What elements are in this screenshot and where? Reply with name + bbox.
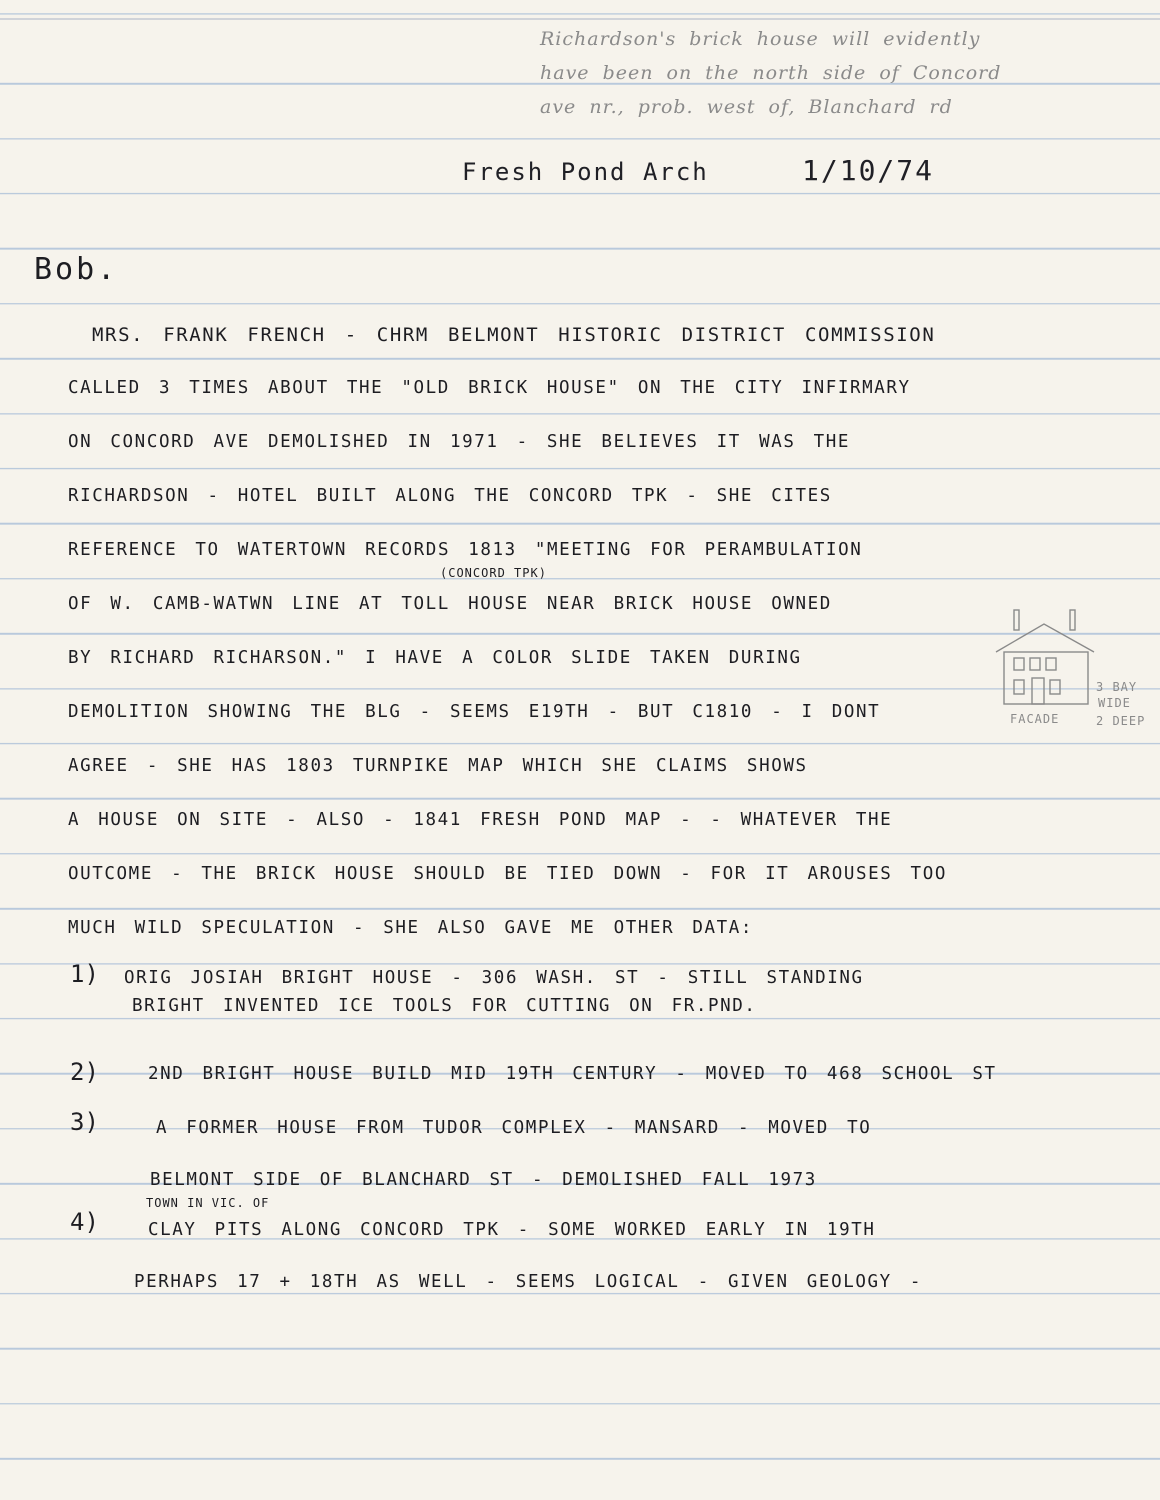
house-sketch-icon [994,606,1106,706]
body-line: MUCH WILD SPECULATION - SHE ALSO GAVE ME OTHER DATA: [68,918,754,938]
body-line: AGREE - SHE HAS 1803 TURNPIKE MAP WHICH SHE CLAIMS SHOWS [68,756,808,776]
item-line: BRIGHT INVENTED ICE TOOLS FOR CUTTING ON FR.PND. [132,996,757,1016]
interlinear-note: TOWN IN VIC. OF [146,1196,270,1210]
body-line: OF W. CAMB-WATWN LINE AT TOLL HOUSE NEAR BRICK HOUSE OWNED [68,594,832,614]
sketch-label-wide: WIDE [1098,696,1131,710]
margin-note-line: ave nr., prob. west of, Blanchard rd [540,96,953,118]
item-number: 2) [70,1058,99,1086]
body-line: MRS. FRANK FRENCH - CHRM BELMONT HISTORIC DISTRICT COMMISSION [92,324,936,346]
margin-note [540,22,1130,124]
body-line: ON CONCORD AVE DEMOLISHED IN 1971 - SHE BELIEVES IT WAS THE [68,432,851,452]
item-number: 4) [70,1208,99,1236]
body-line: CALLED 3 TIMES ABOUT THE "OLD BRICK HOUSE" ON THE CITY INFIRMARY [68,378,911,398]
body-line: OUTCOME - THE BRICK HOUSE SHOULD BE TIED DOWN - FOR IT AROUSES TOO [68,864,947,884]
item-number: 1) [70,960,99,988]
item-line: BELMONT SIDE OF BLANCHARD ST - DEMOLISHED FALL 1973 [150,1170,817,1190]
body-line: RICHARDSON - HOTEL BUILT ALONG THE CONCORD TPK - SHE CITES [68,486,832,506]
item-line: 2ND BRIGHT HOUSE BUILD MID 19TH CENTURY - MOVED TO 468 SCHOOL ST [148,1064,997,1084]
item-line: A FORMER HOUSE FROM TUDOR COMPLEX - MANSARD - MOVED TO [156,1118,872,1138]
top-margin-line [0,18,1160,20]
margin-note-line: Richardson's brick house will evidently [540,28,981,50]
salutation: Bob. [34,252,119,287]
body-line: DEMOLITION SHOWING THE BLG - SEEMS E19TH - BUT C1810 - I DONT [68,702,881,722]
letter-date: 1/10/74 [802,154,935,187]
body-line: BY RICHARD RICHARSON." I HAVE A COLOR SLIDE TAKEN DURING [68,648,802,668]
sketch-label-deep: 2 DEEP [1096,714,1146,728]
item-line: CLAY PITS ALONG CONCORD TPK - SOME WORKED EARLY IN 19TH [148,1220,876,1240]
body-line: REFERENCE TO WATERTOWN RECORDS 1813 "MEETING FOR PERAMBULATION [68,540,863,560]
item-line: PERHAPS 17 + 18TH AS WELL - SEEMS LOGICAL - GIVEN GEOLOGY - [134,1272,923,1292]
item-line: ORIG JOSIAH BRIGHT HOUSE - 306 WASH. ST - STILL STANDING [124,968,864,988]
item-number: 3) [70,1108,99,1136]
margin-note-line: have been on the north side of Concord [540,62,1002,84]
interlinear-note: (CONCORD TPK) [440,566,547,580]
letter-title: Fresh Pond Arch [462,158,709,186]
body-line: A HOUSE ON SITE - ALSO - 1841 FRESH POND MAP - - WHATEVER THE [68,810,893,830]
sketch-label-bay: 3 BAY [1096,680,1138,694]
sketch-label-facade: FACADE [1010,712,1060,726]
